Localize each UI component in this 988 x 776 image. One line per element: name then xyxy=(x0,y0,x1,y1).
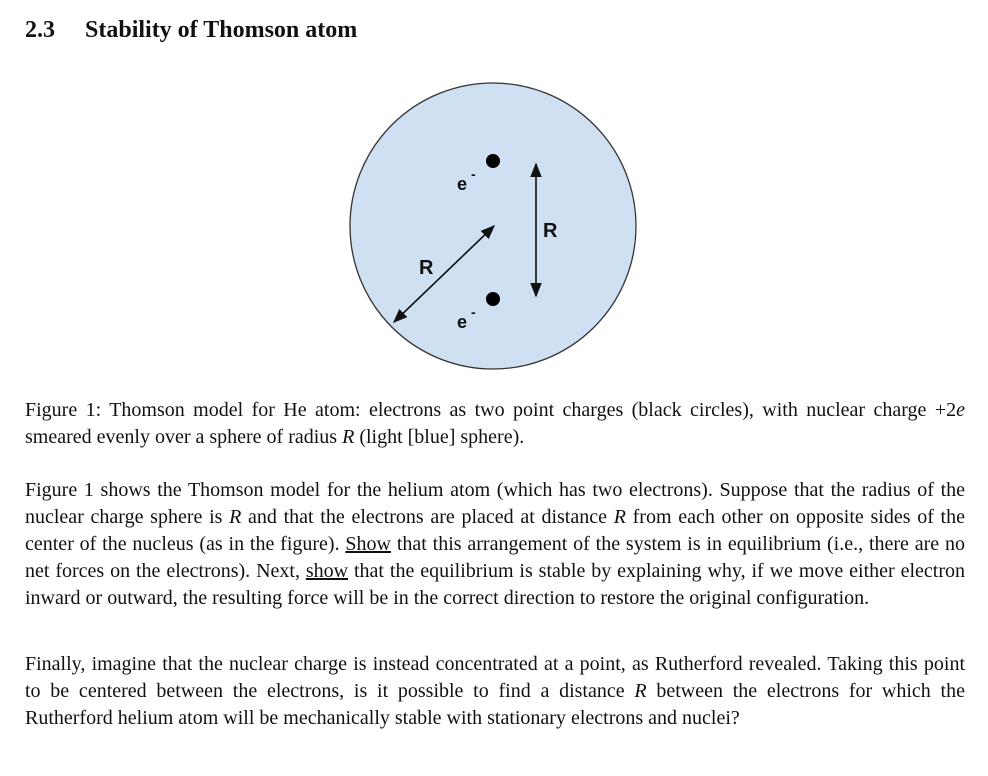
electron-charge-top: - xyxy=(471,166,476,182)
section-number: 2.3 xyxy=(25,17,55,43)
electron-charge-bottom: - xyxy=(471,304,476,320)
electron-dot-top xyxy=(486,154,500,168)
show-emphasis: show xyxy=(305,560,349,582)
electron-dot-bottom xyxy=(486,292,500,306)
electron-label-bottom: e xyxy=(457,312,468,332)
radius-variable: R xyxy=(342,426,355,448)
problem-paragraph-1: Figure 1 shows the Thomson model for the helium atom (which has two electrons). Suppose that the radius of the nuclear charge sphere is R and that the electrons are placed at distance R from each other on opposite sides of the center of the nucleus (as in the figure). Show that this arrangement of the system is in equilibrium (i.e., there are no net forces on the electrons). Next, show that the equilibrium is stable by explaining why, if we move either electron inward or outward, the resulting force will be in the correct direction to restore the original configuration. xyxy=(25,479,965,609)
figure-caption: Figure 1: Thomson model for He atom: electrons as two point charges (black circles), with nuclear charge +2e smeared evenly over a sphere of radius R (light [blue] sphere). xyxy=(25,399,965,448)
section-heading xyxy=(25,17,357,44)
electron-label-top: e xyxy=(457,174,468,194)
radius-variable: R xyxy=(229,506,242,528)
show-emphasis: Show xyxy=(345,533,391,555)
radius-label-diagonal: R xyxy=(419,257,434,279)
radius-label-vertical: R xyxy=(543,220,558,242)
charge-variable: e xyxy=(956,399,965,421)
problem-paragraph-2: Finally, imagine that the nuclear charge is instead concentrated at a point, as Rutherford revealed. Taking this point to be centered between the electrons, is it possible to find a distance R between the electrons for which the Rutherford helium atom will be mechanically stable with stationary electrons and nuclei? xyxy=(25,653,965,729)
radius-variable: R xyxy=(613,506,626,528)
section-title: Stability of Thomson atom xyxy=(85,17,358,43)
thomson-atom-figure xyxy=(345,80,641,370)
radius-variable: R xyxy=(634,680,647,702)
